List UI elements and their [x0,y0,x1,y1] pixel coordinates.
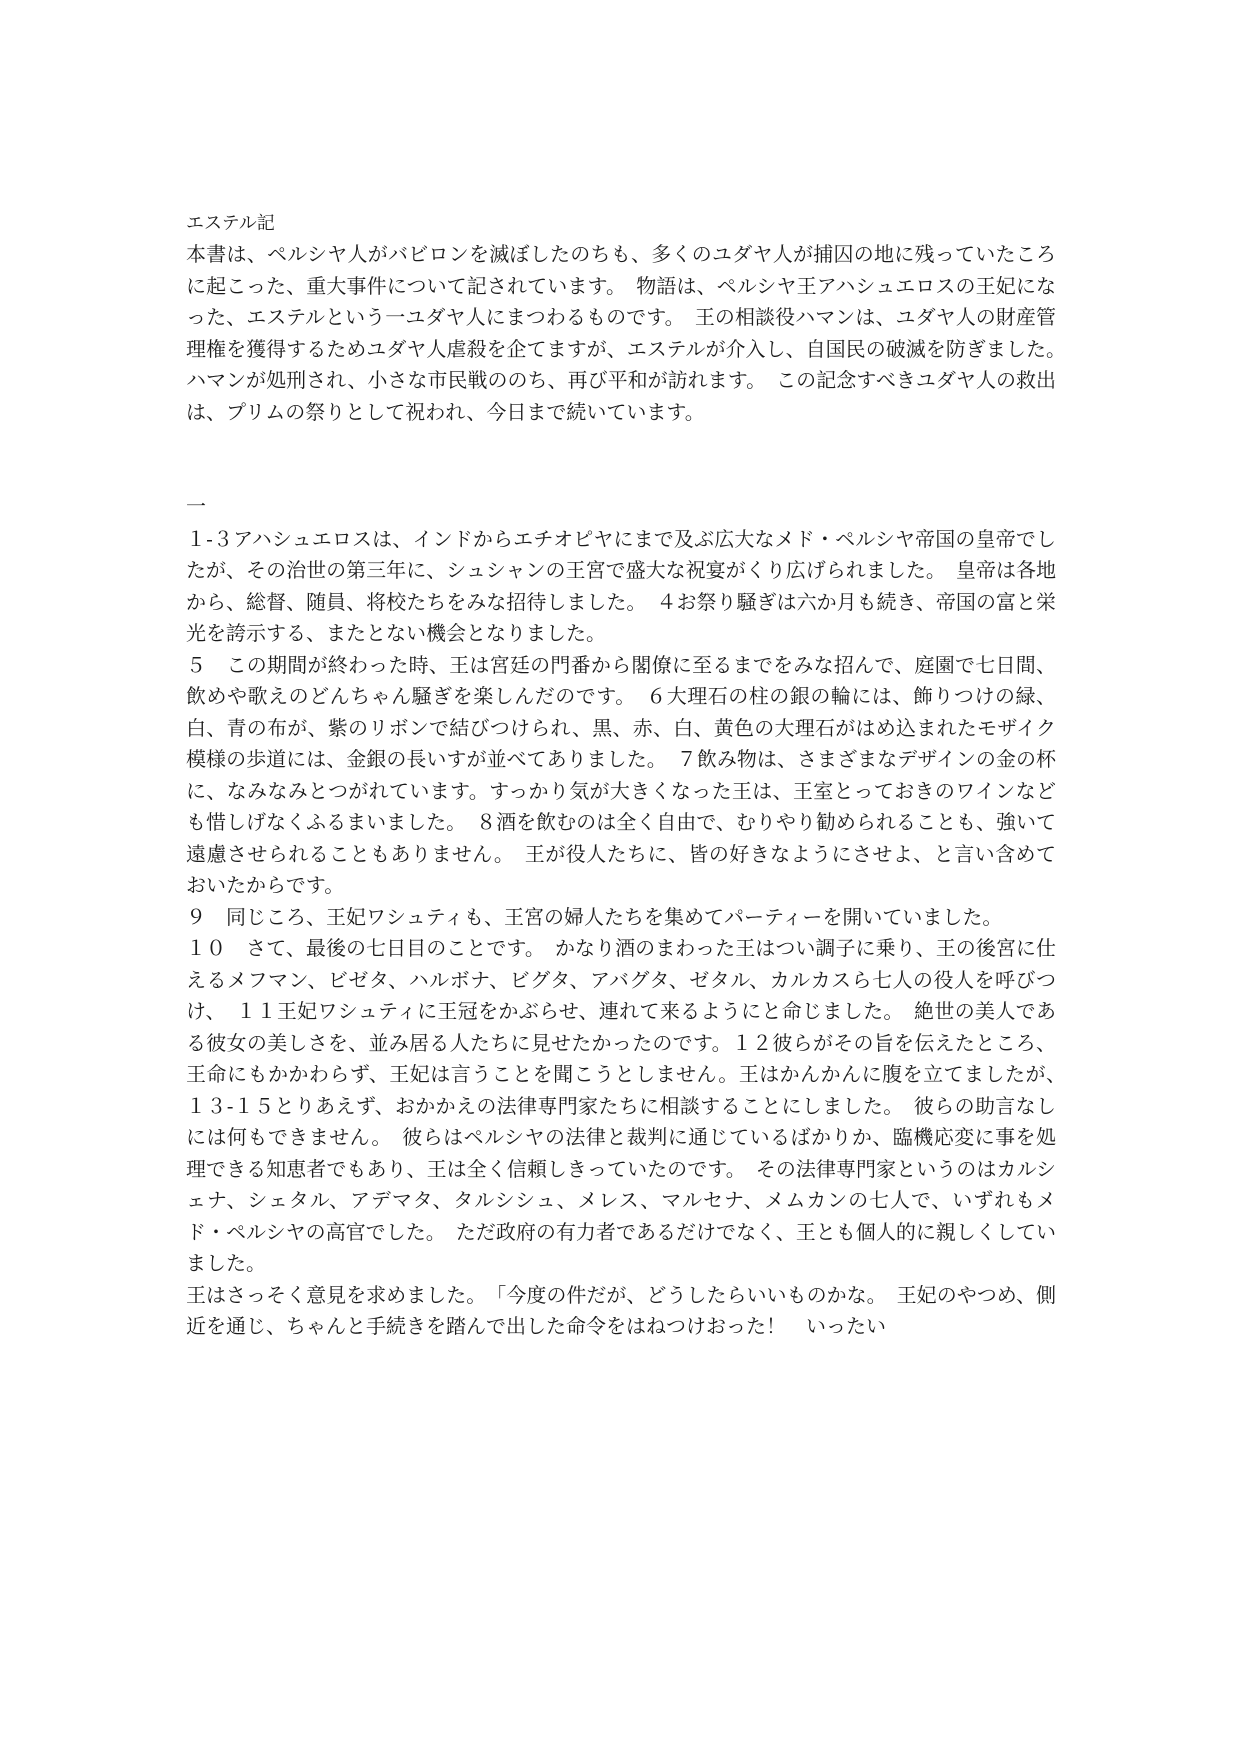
verse-paragraph-5-8: ５ この期間が終わった時、王は宮廷の門番から閣僚に至るまでをみな招んで、庭園で七日間、飲めや歌えのどんちゃん騒ぎを楽しんだのです。 ６大理石の柱の銀の輪には、飾りつけの緑、白、青の布が、紫のリボンで結びつけられ、黒、赤、白、黄色の大理石がはめ込まれたモザイク模様の歩道には、金銀の長いすが並べてありました。 ７飲み物は、さまざまなデザインの金の杯に、なみなみとつがれています。すっかり気が大きくなった王は、王室とっておきのワインなども惜しげなくふるまいました。 ８酒を飲むのは全く自由で、むりやり勧められることも、強いて遠慮させられることもありません。 王が役人たちに、皆の好きなようにさせよ、と言い含めておいたからです。 [186,652,1056,897]
intro-paragraph: 本書は、ペルシヤ人がバビロンを滅ぼしたのちも、多くのユダヤ人が捕囚の地に残っていたころに起こった、重大事件について記されています。 物語は、ペルシヤ王アハシュエロスの王妃になった、エステルという一ユダヤ人にまつわるものです。 王の相談役ハマンは、ユダヤ人の財産管理権を獲得するためユダヤ人虐殺を企てますが、エステルが介入し、自国民の破滅を防ぎました。 ハマンが処刑され、小さな市民戦ののち、再び平和が訪れます。 この記念すべきユダヤ人の救出は、プリムの祭りとして祝われ、今日まで続いています。 [186,242,1076,424]
verse-paragraph-10-15: １０ さて、最後の七日目のことです。 かなり酒のまわった王はつい調子に乗り、王の後宮に仕えるメフマン、ビゼタ、ハルボナ、ビグタ、アバグタ、ゼタル、カルカスら七人の役人を呼びつけ、 １１王妃ワシュティに王冠をかぶらせ、連れて来るようにと命じました。 絶世の美人である彼女の美しさを、並み居る人たちに見せたかったのです。１２彼らがその旨を伝えたところ、王命にもかかわらず、王妃は言うことを聞こうとしません。王はかんかんに腹を立てましたが、 １３‐１５とりあえず、おかかえの法律専門家たちに相談することにしました。 彼らの助言なしには何もできません。 彼らはペルシヤの法律と裁判に通じているばかりか、臨機応変に事を処理できる知恵者でもあり、王は全く信頼しきっていたのです。 その法律専門家というのはカルシェナ、シェタル、アデマタ、タルシシュ、メレス、マルセナ、メムカンの七人で、いずれもメド・ペルシヤの高官でした。 ただ政府の有力者であるだけでなく、王とも個人的に親しくしていました。 [186,936,1076,1275]
verse-paragraph-1-4: １‐３アハシュエロスは、インドからエチオピヤにまで及ぶ広大なメド・ペルシヤ帝国の皇帝でしたが、その治世の第三年に、シュシャンの王宮で盛大な祝宴がくり広げられました。 皇帝は各地から、総督、随員、将校たちをみな招待しました。 ４お祭り騒ぎは六か月も続き、帝国の富と栄光を誇示する、またとない機会となりました。 [186,526,1056,645]
document-page [186,208,1076,1343]
chapter-label: 一 [186,494,206,518]
verse-paragraph-continued: 王はさっそく意見を求めました。 「今度の件だが、どうしたらいいものかな。 王妃のやつめ、側近を通じ、ちゃんと手続きを踏んで出した命令をはねつけおった！ いったい [186,1282,1056,1338]
document-title: エステル記 [186,213,275,234]
verse-paragraph-9: ９ 同じころ、王妃ワシュティも、王宮の婦人たちを集めてパーティーを開いていました。 [186,904,1003,929]
